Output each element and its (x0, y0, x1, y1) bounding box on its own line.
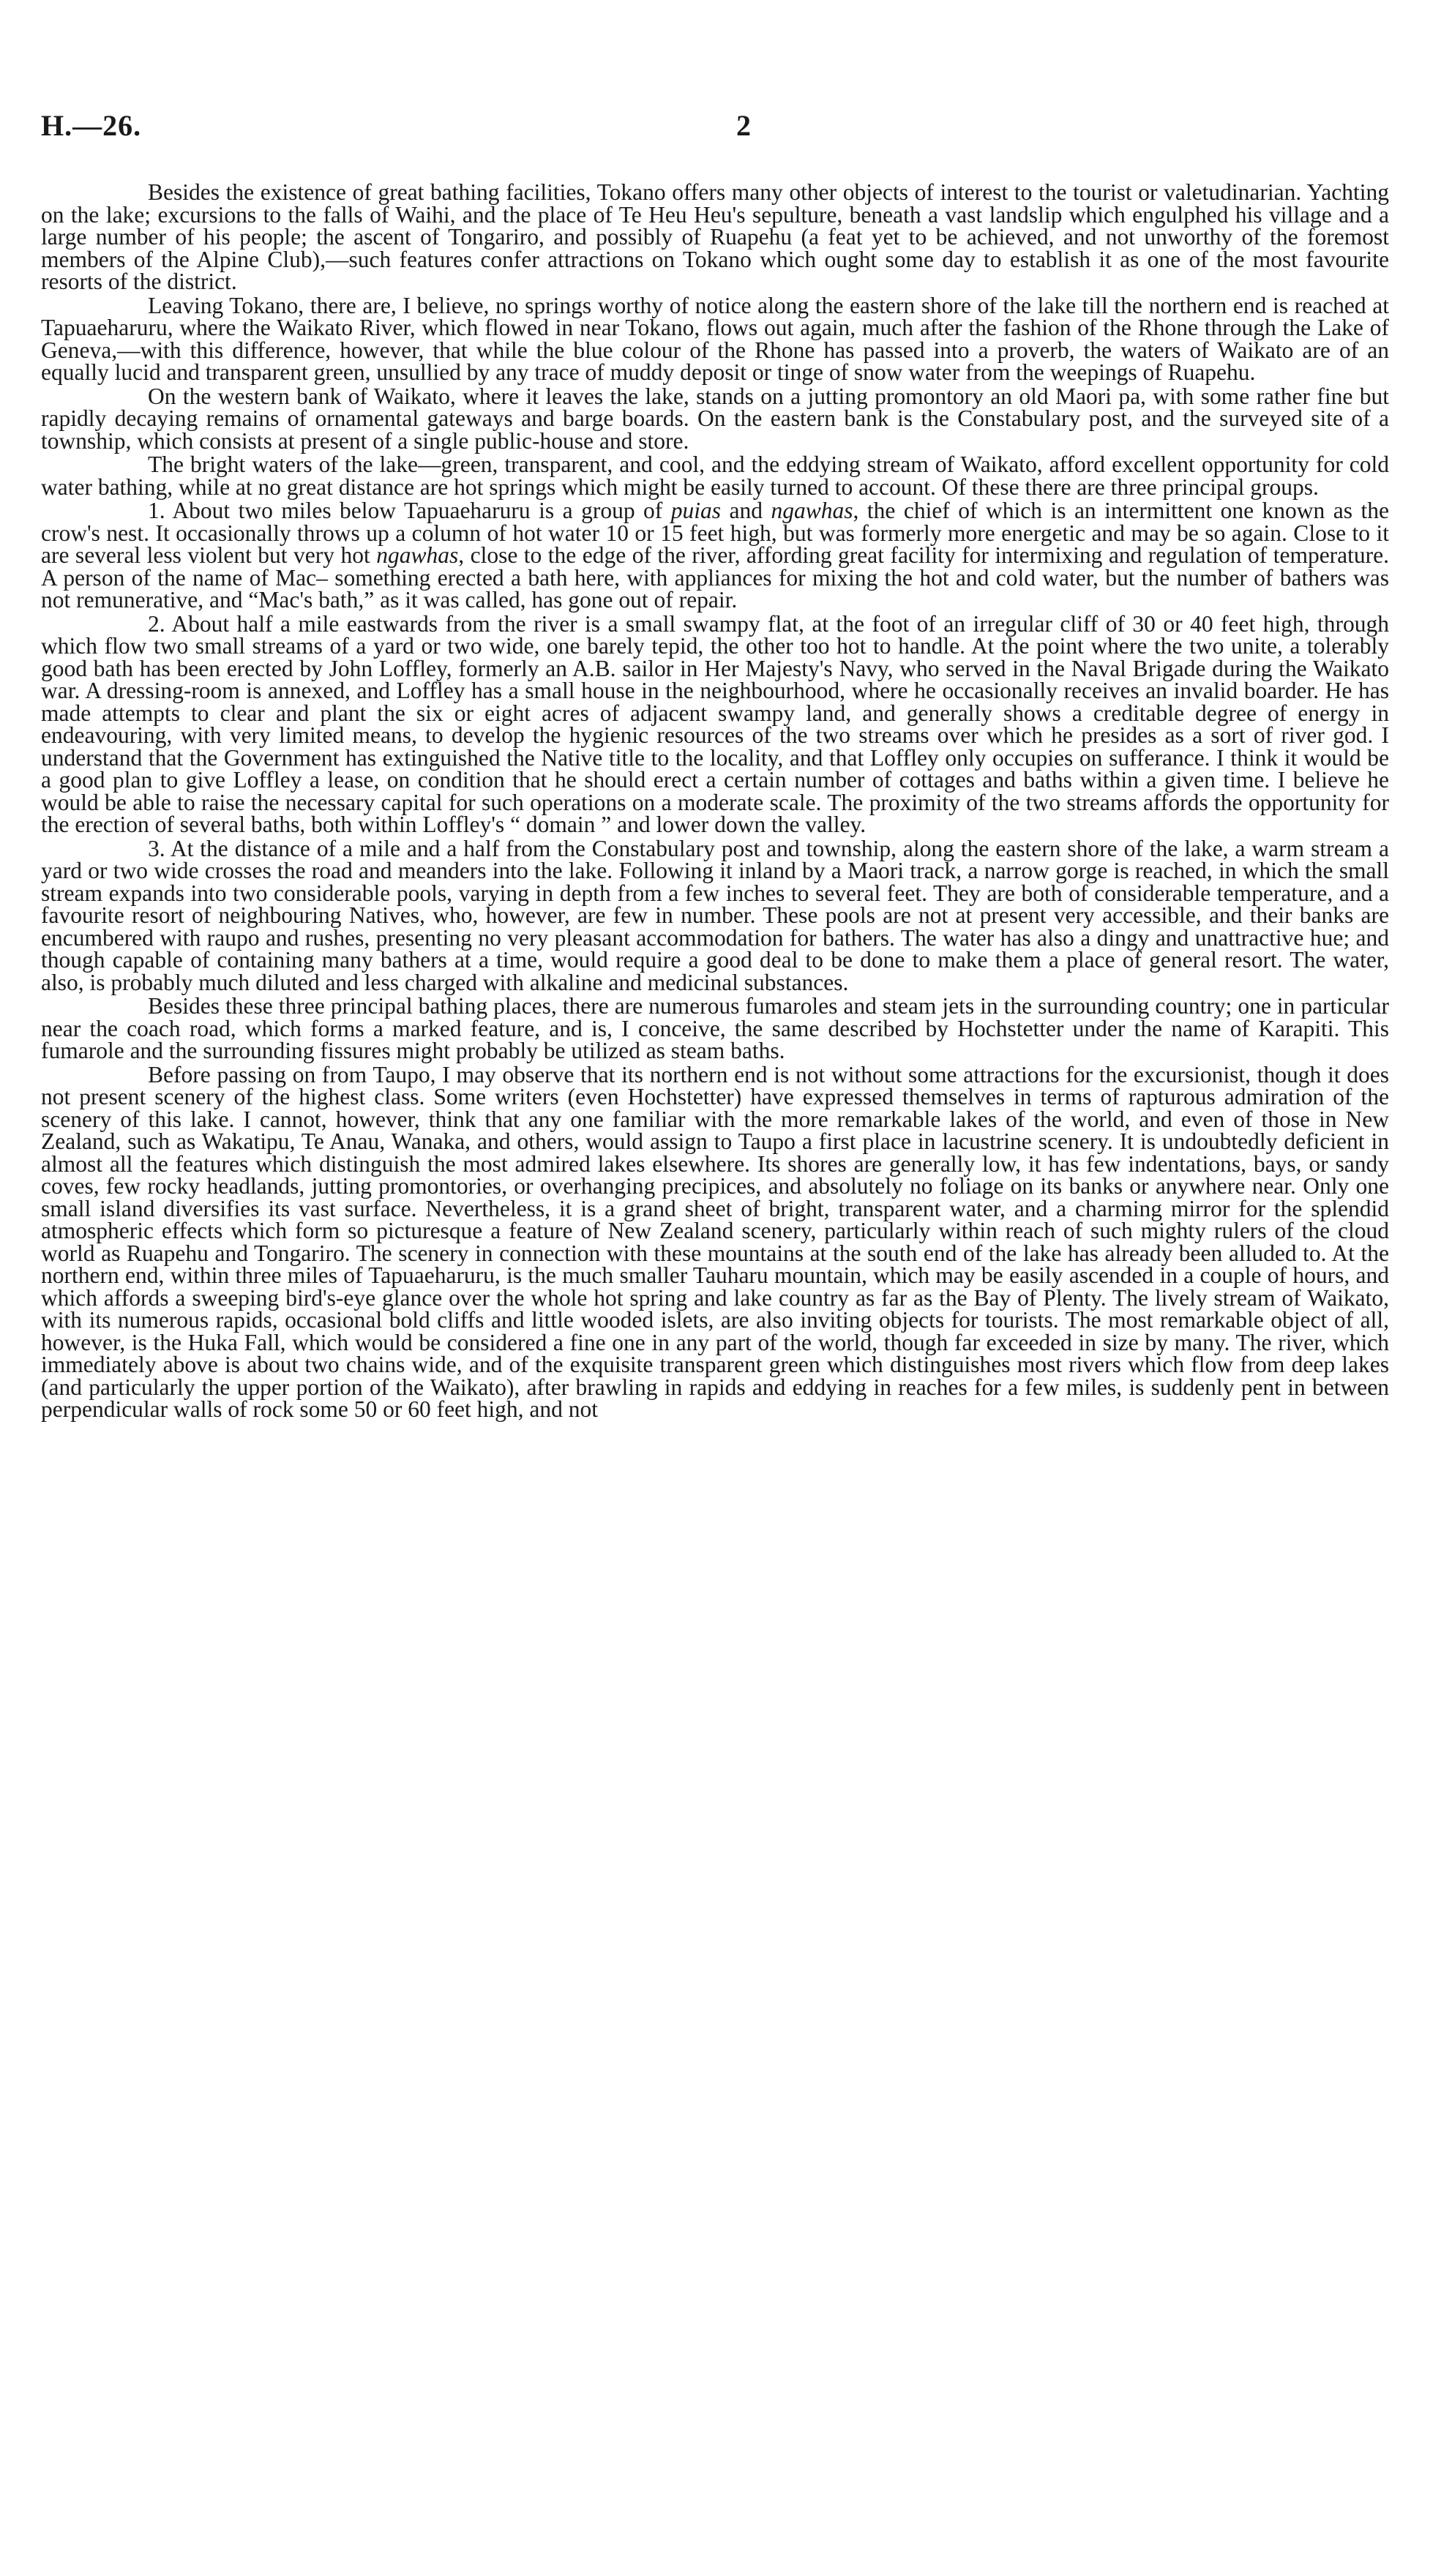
paragraph-group-3: 3. At the distance of a mile and a half from the Constabulary post and township, along the eastern shore of the lake, a warm stream a yard or two wide crosses the road and meanders into the lake. Following it inland by a Maori track, a narrow gorge is reached, in which the small stream expands into two considerable pools, varying in depth from a few inches to several feet. They are both of considerable temperature, and a favourite resort of neighbouring Natives, who, however, are few in number. These pools are not at present very accessible, and their banks are encumbered with raupo and rushes, presenting no very pleasant accommodation for bathers. The water has also a dingy and unattractive hue; and though capable of containing many bathers at a time, would require a good deal to be done to make them a place of general resort. The water, also, is probably much diluted and less charged with alkaline and medicinal substances. (41, 835, 1389, 995)
italic-term: puias (670, 498, 722, 523)
italic-term: ngawhas (376, 542, 459, 568)
paragraph-group-1: 1. About two miles below Tapuaeharuru is a group of puias and ngawhas, the chief of which is an intermittent one known as the crow's nest. It occasionally throws up a column of hot water 10 or 15 feet high, but was formerly more energetic and may be so again. Close to it are several less violent but very hot ngawhas, close to the edge of the river, affording great facility for intermixing and regulation of temperature. A person of the name of Mac– something erected a bath here, with appliances for mixing the hot and cold water, but the number of bathers was not remunerative, and “Mac's bath,” as it was called, has gone out of repair. (41, 498, 1389, 613)
paragraph-bright-waters: The bright waters of the lake—green, transparent, and cool, and the eddying stream of Waikato, afford excellent opportunity for cold water bathing, while at no great distance are hot springs which might be easily turned to account. Of these there are three principal groups. (41, 452, 1389, 500)
italic-term: ngawhas (771, 498, 853, 523)
paragraph-western-bank: On the western bank of Waikato, where it leaves the lake, stands on a jutting promontory an old Maori pa, with some rather fine but rapidly decaying remains of ornamental gateways and barge boards. On the eastern bank is the Constabulary post, and the surveyed site of a township, which consists at present of a single public-house and store. (41, 383, 1389, 454)
body-text (41, 181, 1389, 1423)
document-reference: H.—26. (41, 109, 142, 142)
paragraph-taupo-scenery: Before passing on from Taupo, I may observe that its northern end is not without some attractions for the excursionist, though it does not present scenery of the highest class. Some writers (even Hochstetter) have expressed themselves in terms of rapturous admiration of the scenery of this lake. I cannot, however, think that any one familiar with the more remarkable lakes of the world, and even of those in New Zealand, such as Wakatipu, Te Anau, Wanaka, and others, would assign to Taupo a first place in lacustrine scenery. It is undoubtedly deficient in almost all the features which distinguish the most admired lakes elsewhere. Its shores are generally low, it has few indentations, bays, or sandy coves, few rocky headlands, jutting promontories, or overhanging precipices, and absolutely no foliage on its banks or anywhere near. Only one small island diversifies its vast surface. Nevertheless, it is a grand sheet of bright, transparent water, and a charming mirror for the splendid atmospheric effects which form so picturesque a feature of New Zealand scenery, particularly within reach of such mighty rulers of the cloud world as Ruapehu and Tongariro. The scenery in connection with these mountains at the south end of the lake has already been alluded to. At the northern end, within three miles of Tapuaeharuru, is the much smaller Tauharu mountain, which may be easily ascended in a couple of hours, and which affords a sweeping bird's-eye glance over the whole hot spring and lake country as far as the Bay of Plenty. The lively stream of Waikato, with its numerous rapids, occasional bold cliffs and little wooded islets, are also inviting objects for tourists. The most remarkable object of all, however, is the Huka Fall, which would be considered a fine one in any part of the world, though far exceeded in size by many. The river, which immediately above is about two chains wide, and of the exquisite transparent green which distinguishes most rivers which flow from deep lakes (and particularly the upper portion of the Waikato), after brawling in rapids and eddying in reaches for a few miles, is suddenly pent in between perpendicular walls of rock some 50 or 60 feet high, and not (41, 1061, 1389, 1422)
paragraph-leaving-tokano: Leaving Tokano, there are, I believe, no springs worthy of notice along the eastern shore of the lake till the northern end is reached at Tapuaeharuru, where the Waikato River, which flowed in near Tokano, flows out again, much after the fashion of the Rhone through the Lake of Geneva,—with this difference, however, that while the blue colour of the Rhone has passed into a proverb, the waters of Waikato are of an equally lucid and transparent green, unsullied by any trace of muddy deposit or tinge of snow water from the weepings of Ruapehu. (41, 292, 1389, 385)
page-number: 2 (736, 109, 751, 142)
paragraph-group-2: 2. About half a mile eastwards from the river is a small swampy flat, at the foot of an irregular cliff of 30 or 40 feet high, through which flow two small streams of a yard or two wide, one barely tepid, the other too hot to handle. At the point where the two unite, a tolerably good bath has been erected by John Loffley, formerly an A.B. sailor in Her Majesty's Navy, who served in the Naval Brigade during the Waikato war. A dressing-room is annexed, and Loffley has a small house in the neighbourhood, where he occasionally receives an invalid boarder. He has made attempts to clear and plant the six or eight acres of adjacent swampy land, and generally shows a creditable degree of energy in endeavouring, with very limited means, to develop the hygienic resources of the two streams over which he presides as a sort of river god. I understand that the Government has extinguished the Native title to the locality, and that Loffley only occupies on sufferance. I think it would be a good plan to give Loffley a lease, on condition that he should erect a certain number of cottages and baths within a given time. I believe he would be able to raise the necessary capital for such operations on a moderate scale. The proximity of the two streams affords the opportunity for the erection of several baths, both within Loffley's “ domain ” and lower down the valley. (41, 610, 1389, 837)
page-header (41, 108, 1389, 152)
paragraph-fumaroles: Besides these three principal bathing places, there are numerous fumaroles and steam jets in the surrounding country; one in particular near the coach road, which forms a marked feature, and is, I conceive, the same described by Hochstetter under the name of Karapiti. This fumarole and the surrounding fissures might probably be utilized as steam baths. (41, 993, 1389, 1063)
paragraph-tokano-attractions: Besides the existence of great bathing facilities, Tokano offers many other objects of interest to the tourist or valetudinarian. Yachting on the lake; excursions to the falls of Waihi, and the place of Te Heu Heu's sepulture, beneath a vast landslip which engulphed his village and a large number of his people; the ascent of Tongariro, and possibly of Ruapehu (a feat yet to be achieved, and not unworthy of the foremost members of the Alpine Club),—such features confer attractions on Tokano which ought some day to establish it as one of the most favourite resorts of the district. (41, 179, 1389, 294)
